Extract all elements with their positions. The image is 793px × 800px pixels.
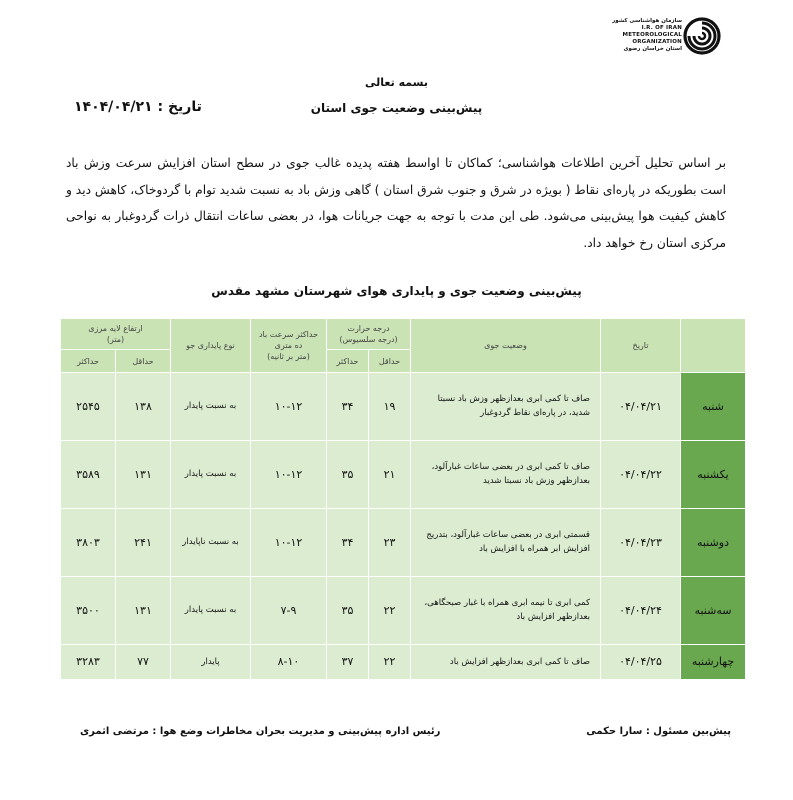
- logo-line: ORGANIZATION: [632, 39, 682, 45]
- bl-min-cell: ۷۷: [116, 644, 171, 679]
- logo-line: استان خراسان رضوی: [623, 46, 682, 52]
- forecast-summary: بر اساس تحلیل آخرین اطلاعات هواشناسی؛ کماکان تا اواسط هفته پدیده غالب جوی در سطح استان افزایش سرعت وزش باد است بطوریکه در پاره‌ای نقاط ( بویژه در شرق و جنوب شرق استان ) گاهی وزش باد به نسبت شدید توام با گردوخاک، کاهش دید و کاهش کیفیت هوا پیش‌بینی می‌شود. طی این مدت با توجه به جهت جریانات هوا، در بعضی ساعات انتقال ذرات گردوغبار به نواحی مرکزی استان رخ خواهد داد.: [66, 156, 726, 250]
- temp-min-header: حداقل: [369, 350, 411, 373]
- condition-cell: صاف تا کمی ابری در بعضی ساعات غبارآلود، بعدازظهر وزش باد نسبتا شدید: [411, 440, 601, 508]
- date-header: تاریخ: [601, 319, 681, 373]
- temp-min-cell: ۲۳: [369, 508, 411, 576]
- logo-line: I.R. OF IRAN: [641, 25, 682, 31]
- stability-cell: به نسبت پایدار: [171, 576, 251, 644]
- date-value: ۱۴۰۴/۰۴/۲۱: [74, 99, 153, 115]
- date-cell: ۰۴/۰۴/۲۴: [601, 576, 681, 644]
- bl-max-header: حداکثر: [61, 350, 116, 373]
- condition-cell: صاف تا کمی ابری بعدازظهر افزایش باد: [411, 644, 601, 679]
- wind-header: [251, 319, 327, 373]
- day-cell: دوشنبه: [681, 508, 746, 576]
- bl-max-cell: ۲۵۴۵: [61, 373, 116, 441]
- stability-cell: به نسبت پایدار: [171, 440, 251, 508]
- boundary-layer-header-unit: (متر): [106, 335, 125, 344]
- wind-header-label: حداکثر سرعت باد ده متری: [258, 330, 319, 350]
- condition-cell: کمی ابری تا نیمه ابری همراه با غبار صبحگاهی، بعدازظهر افزایش باد: [411, 576, 601, 644]
- bl-max-cell: ۳۵۸۹: [61, 440, 116, 508]
- temp-max-cell: ۳۴: [327, 508, 369, 576]
- temp-max-cell: ۳۴: [327, 373, 369, 441]
- forecast-table: [60, 318, 746, 680]
- boundary-layer-header: [61, 319, 171, 350]
- condition-cell: قسمتی ابری در بعضی ساعات غبارآلود، بتدریج افزایش ابر همراه با افزایش باد: [411, 508, 601, 576]
- condition-header: وضعیت جوی: [411, 319, 601, 373]
- day-cell: سه‌شنبه: [681, 576, 746, 644]
- org-logo-text: [600, 18, 682, 53]
- bl-min-header: حداقل: [116, 350, 171, 373]
- table-row: [61, 373, 746, 441]
- table-header-row: [61, 319, 746, 350]
- bl-min-cell: ۱۳۱: [116, 440, 171, 508]
- table-row: [61, 508, 746, 576]
- temp-max-cell: ۳۵: [327, 440, 369, 508]
- logo-emblem-icon: [682, 14, 722, 58]
- day-cell: شنبه: [681, 373, 746, 441]
- stability-header: نوع پایداری جو: [171, 319, 251, 373]
- day-cell: یکشنبه: [681, 440, 746, 508]
- wind-cell: ۱۰-۱۲: [251, 373, 327, 441]
- bl-max-cell: ۳۲۸۳: [61, 644, 116, 679]
- date-cell: ۰۴/۰۴/۲۵: [601, 644, 681, 679]
- bl-max-cell: ۳۸۰۳: [61, 508, 116, 576]
- date-cell: ۰۴/۰۴/۲۱: [601, 373, 681, 441]
- temp-max-cell: ۳۵: [327, 576, 369, 644]
- wind-cell: ۱۰-۱۲: [251, 440, 327, 508]
- stability-cell: به نسبت پایدار: [171, 373, 251, 441]
- temperature-header-label: درجه حرارت: [347, 324, 390, 333]
- condition-cell: صاف تا کمی ابری بعدازظهر وزش باد نسبتا شدید، در پاره‌ای نقاط گردوغبار: [411, 373, 601, 441]
- wind-cell: ۸-۱۰: [251, 644, 327, 679]
- date-label: تاریخ :: [157, 99, 202, 115]
- stability-cell: به نسبت ناپایدار: [171, 508, 251, 576]
- wind-header-unit: (متر بر ثانیه): [267, 352, 310, 361]
- bl-min-cell: ۱۳۸: [116, 373, 171, 441]
- day-cell: چهارشنبه: [681, 644, 746, 679]
- temp-min-cell: ۲۲: [369, 644, 411, 679]
- table-row: [61, 440, 746, 508]
- boundary-layer-header-label: ارتفاع لایه مرزی: [88, 324, 143, 333]
- temp-max-header: حداکثر: [327, 350, 369, 373]
- wind-cell: ۷-۹: [251, 576, 327, 644]
- temp-max-cell: ۳۷: [327, 644, 369, 679]
- document-title: پیش‌بینی وضعیت جوی استان: [310, 101, 483, 115]
- temp-min-cell: ۲۲: [369, 576, 411, 644]
- day-header: [681, 319, 746, 373]
- temperature-header: [327, 319, 411, 350]
- bl-min-cell: ۱۳۱: [116, 576, 171, 644]
- table-row: [61, 576, 746, 644]
- date-cell: ۰۴/۰۴/۲۳: [601, 508, 681, 576]
- stability-cell: پایدار: [171, 644, 251, 679]
- bl-max-cell: ۳۵۰۰: [61, 576, 116, 644]
- head-of-department: رئیس اداره پیش‌بینی و مدیریت بحران مخاطرات وضع هوا : مرتضی اثمری: [80, 726, 441, 737]
- table-row: [61, 644, 746, 679]
- date-cell: ۰۴/۰۴/۲۲: [601, 440, 681, 508]
- temperature-header-unit: (درجه سلسیوس): [339, 335, 398, 344]
- wind-cell: ۱۰-۱۲: [251, 508, 327, 576]
- logo-line: METEOROLOGICAL: [622, 32, 682, 38]
- temp-min-cell: ۲۱: [369, 440, 411, 508]
- bl-min-cell: ۲۴۱: [116, 508, 171, 576]
- document-date: [74, 99, 202, 115]
- table-title: پیش‌بینی وضعیت جوی و پایداری هوای شهرستان مشهد مقدس: [211, 284, 582, 298]
- temp-min-cell: ۱۹: [369, 373, 411, 441]
- logo-line: سازمان هواشناسی کشور: [612, 18, 682, 24]
- responsible-forecaster: پیش‌بین مسئول : سارا حکمی: [586, 726, 731, 737]
- bismillah: بسمه تعالی: [365, 76, 428, 89]
- org-logo: [600, 14, 725, 76]
